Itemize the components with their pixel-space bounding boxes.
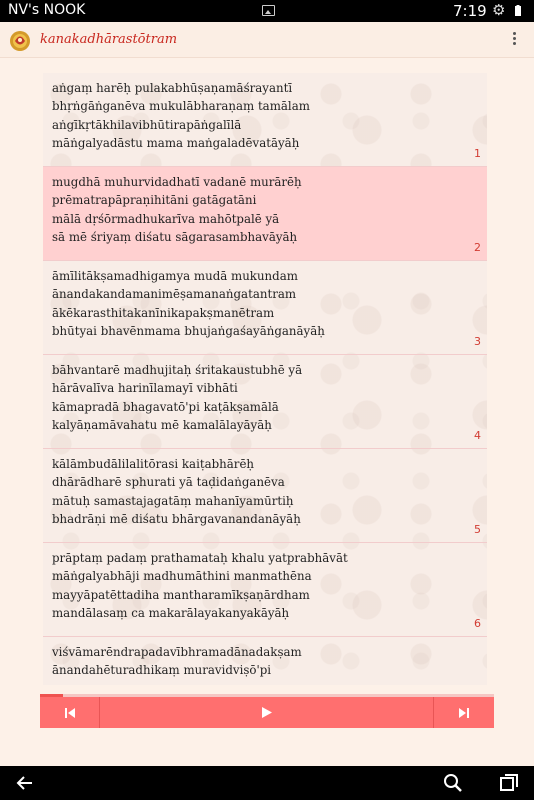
verse-item[interactable] bbox=[43, 73, 487, 167]
recents-icon[interactable] bbox=[498, 772, 520, 794]
next-button[interactable] bbox=[433, 697, 494, 728]
play-icon bbox=[262, 707, 272, 718]
app-action-bar bbox=[0, 22, 534, 58]
verse-line: mātuḥ samastajagatāṃ mahanīyamūrtiḥ bbox=[52, 493, 294, 508]
verse-line: bhadrāṇi mē diśatu bhārgavanandanāyāḥ bbox=[52, 512, 301, 527]
search-icon[interactable] bbox=[442, 772, 464, 794]
verse-number: 2 bbox=[474, 241, 481, 254]
verse-number: 5 bbox=[474, 523, 481, 536]
verse-line: viśvāmarēndrapadavībhramadānadakṣam bbox=[52, 645, 302, 659]
carrier-label: NV's NOOK bbox=[8, 2, 86, 18]
page-title: kanakadhārastōtram bbox=[40, 32, 178, 47]
verse-line: dhārādharē sphurati yā taḍidaṅganēva bbox=[52, 475, 285, 490]
verse-number: 1 bbox=[474, 147, 481, 160]
verse-item[interactable] bbox=[43, 637, 487, 685]
previous-button[interactable] bbox=[40, 697, 100, 728]
gear-icon: ⚙ bbox=[492, 1, 506, 19]
verse-line: aṅgaṃ harēḥ pulakabhūṣaṇamāśrayantī bbox=[52, 81, 293, 95]
verse-number: 3 bbox=[474, 335, 481, 348]
verse-line: kālāmbudālilalitōrasi kaiṭabhārēḥ bbox=[52, 457, 255, 471]
verse-line: mayyāpatēttadiha mantharamīkṣaṇārdham bbox=[52, 587, 310, 602]
battery-icon bbox=[512, 5, 524, 17]
verse-line: bhūtyai bhavēnmama bhujaṅgaśayāṅganāyāḥ bbox=[52, 324, 325, 339]
previous-icon bbox=[65, 708, 75, 718]
play-button[interactable] bbox=[101, 697, 433, 728]
verse-line: bhṛṅgāṅganēva mukulābharaṇaṃ tamālam bbox=[52, 99, 310, 114]
verse-line: ākēkarasthitakanīnikapakṣmanētram bbox=[52, 305, 275, 320]
verse-item[interactable] bbox=[43, 449, 487, 543]
verse-item[interactable] bbox=[43, 543, 487, 637]
status-bar bbox=[0, 0, 534, 22]
verse-list[interactable] bbox=[43, 73, 487, 685]
verse-number: 4 bbox=[474, 429, 481, 442]
verse-line: bāhvantarē madhujitaḥ śritakaustubhē yā bbox=[52, 363, 303, 377]
verse-number: 6 bbox=[474, 617, 481, 630]
verse-line: māṅgalyabhāji madhumāthini manmathēna bbox=[52, 569, 312, 584]
app-logo-icon[interactable] bbox=[8, 28, 32, 52]
verse-line: prāptaṃ padaṃ prathamataḥ khalu yatprabhāvāt bbox=[52, 551, 348, 565]
verse-line: ānandahēturadhikaṃ muravidviṣō'pi bbox=[52, 663, 272, 678]
verse-item[interactable] bbox=[43, 261, 487, 355]
playback-controls bbox=[40, 697, 494, 728]
verse-line: prēmatrapāpraṇihitāni gatāgatāni bbox=[52, 193, 257, 208]
verse-line: aṅgīkṛtākhilavibhūtirapāṅgalīlā bbox=[52, 117, 242, 132]
next-icon bbox=[459, 708, 469, 718]
system-navigation-bar bbox=[0, 766, 534, 800]
verse-line: hārāvalīva harinīlamayī vibhāti bbox=[52, 381, 238, 396]
verse-line: māṅgalyadāstu mama maṅgaladēvatāyāḥ bbox=[52, 136, 300, 151]
clock: 7:19 bbox=[453, 2, 487, 20]
verse-line: kāmapradā bhagavatō'pi kaṭākṣamālā bbox=[52, 399, 279, 414]
overflow-menu-icon[interactable] bbox=[510, 30, 518, 50]
image-notification-icon bbox=[262, 5, 275, 16]
verse-line: sā mē śriyaṃ diśatu sāgarasambhavāyāḥ bbox=[52, 230, 298, 245]
verse-line: ānandakandamanimēṣamanaṅgatantram bbox=[52, 287, 297, 302]
verse-line: mugdhā muhurvidadhatī vadanē murārēḥ bbox=[52, 175, 302, 189]
verse-line: kalyāṇamāvahatu mē kamalālayāyāḥ bbox=[52, 418, 272, 433]
verse-item-selected[interactable] bbox=[43, 167, 487, 261]
verse-line: mandālasaṃ ca makarālayakanyakāyāḥ bbox=[52, 606, 290, 621]
verse-line: āmīlitākṣamadhigamya mudā mukundam bbox=[52, 269, 298, 283]
verse-item[interactable] bbox=[43, 355, 487, 449]
back-icon[interactable] bbox=[14, 772, 36, 794]
verse-line: mālā dṛśōrmadhukarīva mahōtpalē yā bbox=[52, 211, 280, 226]
